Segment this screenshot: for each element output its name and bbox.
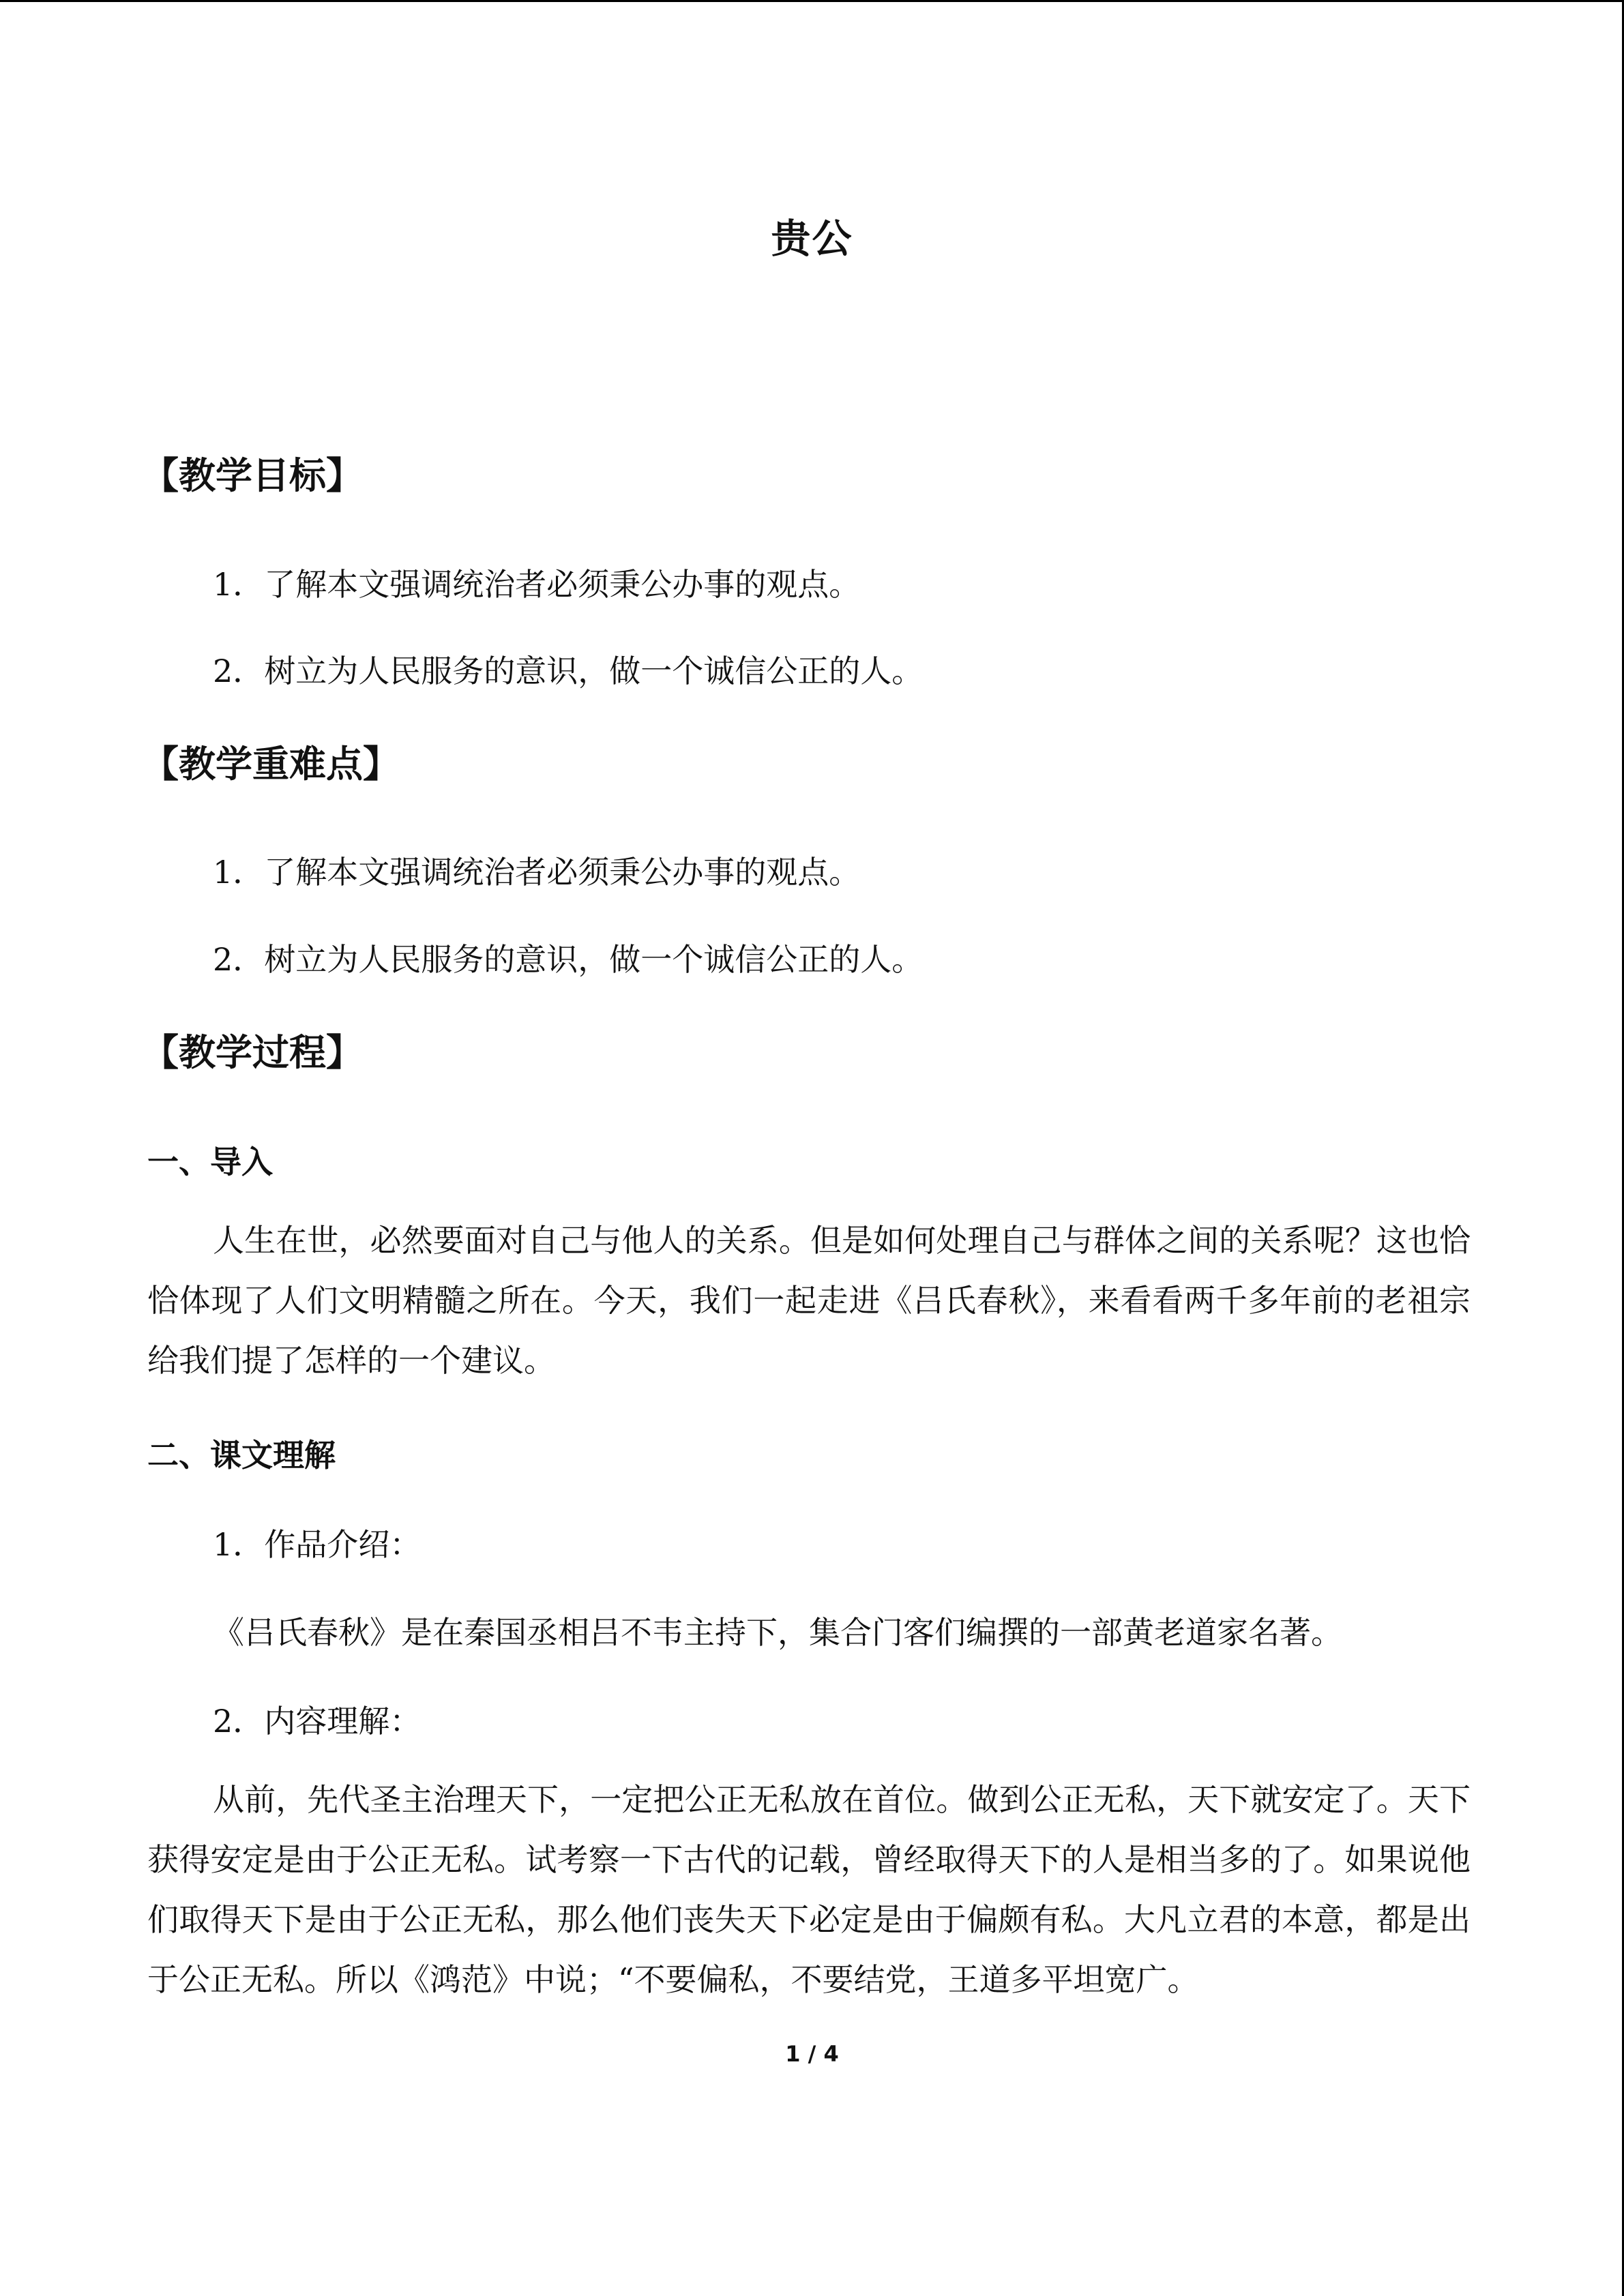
key-point-item-1: 1．了解本文强调统治者必须秉公办事的观点。 <box>213 854 861 891</box>
work-intro-label: 1．作品介绍： <box>213 1526 422 1563</box>
page-number: 1 / 4 <box>785 2041 839 2067</box>
objective-item-1: 1．了解本文强调统治者必须秉公办事的观点。 <box>213 566 861 603</box>
intro-paragraph: 人生在世，必然要面对自己与他人的关系。但是如何处理自己与群体之间的关系呢？这也恰恰体现了人们文明精髓之所在。今天，我们一起走进《吕氏春秋》，来看看两千多年前的老祖宗给我们提了怎样的一个建议。 <box>147 1222 1471 1379</box>
heading-objectives: 【教学目标】 <box>142 454 363 497</box>
subheading-understanding: 二、课文理解 <box>147 1437 336 1474</box>
content-label: 2．内容理解： <box>213 1703 422 1740</box>
heading-key-points: 【教学重难点】 <box>142 743 400 786</box>
objective-item-2: 2．树立为人民服务的意识，做一个诚信公正的人。 <box>213 653 924 689</box>
subheading-intro: 一、导入 <box>147 1144 273 1180</box>
work-intro-text: 《吕氏春秋》是在秦国丞相吕不韦主持下，集合门客们编撰的一部黄老道家名著。 <box>213 1614 1342 1651</box>
key-point-item-2: 2．树立为人民服务的意识，做一个诚信公正的人。 <box>213 941 924 978</box>
heading-process: 【教学过程】 <box>142 1031 363 1074</box>
document-title: 贵公 <box>771 215 853 262</box>
content-paragraph: 从前，先代圣主治理天下，一定把公正无私放在首位。做到公正无私，天下就安定了。天下获得安定是由于公正无私。试考察一下古代的记载，曾经取得天下的人是相当多的了。如果说他们取得天下是由于公正无私，那么他们丧失天下必定是由于偏颇有私。大凡立君的本意，都是出于公正无私。所以《鸿范》中说；“不要偏私，不要结党，王道多平坦宽广。 <box>147 1781 1471 1998</box>
